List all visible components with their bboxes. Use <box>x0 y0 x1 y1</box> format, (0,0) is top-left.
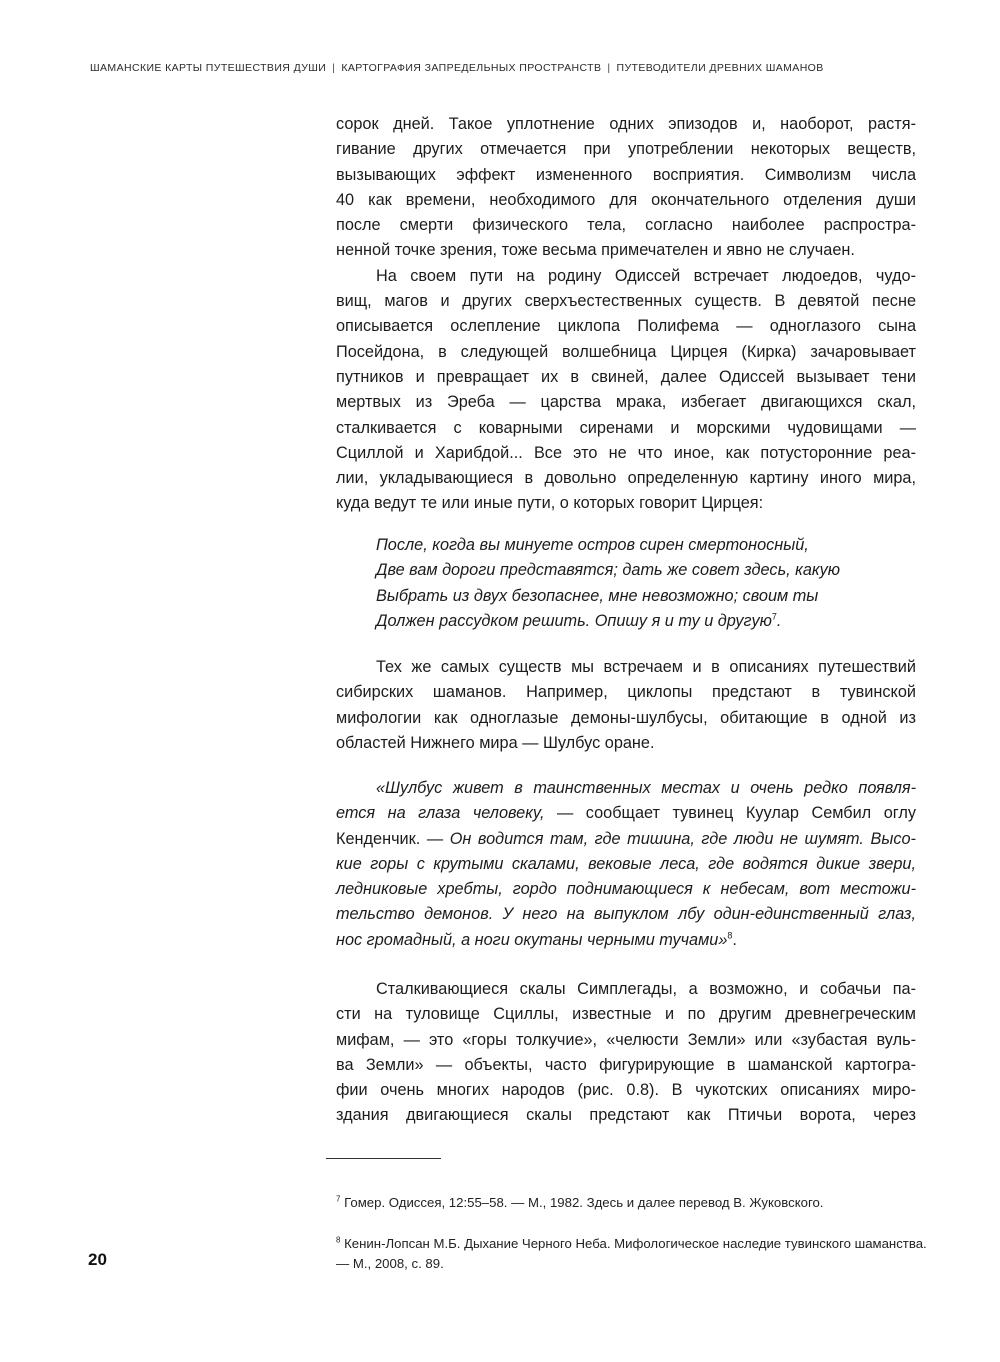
text-line: Посейдона, в следующей волшебница Цирцея (Кирка) зачаровывает <box>336 342 916 361</box>
quote-attribution: — сообщает тувинец Куулар Сембил оглу <box>544 804 916 823</box>
text-line: гивание других отмечается при употреблении некоторых веществ, <box>336 140 916 159</box>
quote-line: кие горы с крутыми скалами, вековые леса, где водятся дикие звери, <box>336 854 916 873</box>
text-line: сти на туловище Сциллы, известные и по другим древнегреческим <box>336 1005 916 1024</box>
footnote-8 <box>336 1234 936 1274</box>
text-line: сибирских шаманов. Например, циклопы предстают в тувинской <box>336 683 916 702</box>
header-part-title: КАРТОГРАФИЯ ЗАПРЕДЕЛЬНЫХ ПРОСТРАНСТВ <box>341 62 602 74</box>
footnote-divider <box>326 1158 441 1159</box>
poem-line: Две вам дороги представятся; дать же совет здесь, какую <box>376 561 840 580</box>
text-line: Тех же самых существ мы встречаем и в описаниях путешествий <box>376 658 916 676</box>
footnote-text: Кенин-Лопсан М.Б. Дыхание Черного Неба. Мифологическое наследие тувинского шаманства. — М., 2008, с. 89. <box>336 1236 927 1271</box>
page-number: 20 <box>88 1250 107 1269</box>
quote-line: тельство демонов. У него на выпуклом лбу один-единственный глаз, <box>336 905 916 924</box>
text-line: областей Нижнего мира — Шулбус оране. <box>336 733 655 752</box>
poem-line: Выбрать из двух безопаснее, мне невозможно; своим ты <box>376 586 819 605</box>
text-line: 40 как времени, необходимого для окончательного отделения души <box>336 190 916 209</box>
running-header <box>90 62 950 74</box>
header-chapter-title: ПУТЕВОДИТЕЛИ ДРЕВНИХ ШАМАНОВ <box>616 62 824 74</box>
text-line: фии очень многих народов (рис. 0.8). В чукотских описаниях миро- <box>336 1081 916 1100</box>
text-line: путников и превращает их в свиней, далее Одиссей вызывает тени <box>336 367 916 386</box>
text-line: сорок дней. Такое уплотнение одних эпизодов и, наоборот, растя- <box>336 115 916 133</box>
footnote-number: 8 <box>336 1235 341 1245</box>
text-line: лии, укладывающиеся в довольно определенную картину иного мира, <box>336 469 916 488</box>
body-text-middle <box>336 655 916 756</box>
quote-fragment: нос громадный, а ноги окутаны черными тучами» <box>336 930 728 949</box>
body-text-bottom <box>336 977 916 1129</box>
text-line: после смерти физического тела, согласно наиболее распростра- <box>336 216 916 235</box>
footnote-ref-8: 8 <box>727 930 733 941</box>
header-separator: | <box>607 62 611 74</box>
header-book-title: ШАМАНСКИЕ КАРТЫ ПУТЕШЕСТВИЯ ДУШИ <box>90 62 327 74</box>
quote-fragment: ется на глаза человеку, <box>336 804 545 823</box>
poem-line-text: Должен рассудком решить. Опишу я и ту и другую <box>376 611 772 630</box>
footnote-number: 7 <box>336 1194 341 1204</box>
text-line: ва Земли» — объекты, часто фигурирующие в шаманской картогра- <box>336 1055 916 1074</box>
text-line: Сталкивающиеся скалы Симплегады, а возможно, и собачьи па- <box>376 980 916 998</box>
text-line: здания двигающиеся скалы предстают как Птичьи ворота, через <box>336 1106 916 1125</box>
footnote-ref-7: 7 <box>771 611 777 622</box>
text-line: вызывающих эффект измененного восприятия. Символизм числа <box>336 165 916 184</box>
text-line: куда ведут те или иные пути, о которых говорит Цирцея: <box>336 494 764 513</box>
poem-line <box>376 609 916 634</box>
text-line: мифологии как одноглазые демоны-шулбусы, обитающие в одной из <box>336 708 916 727</box>
poem-quote <box>376 533 916 634</box>
quote-line <box>336 827 916 852</box>
footnote-7 <box>336 1193 936 1213</box>
text-line: сталкивается с коварными сиренами и морскими чудовищами — <box>336 418 916 437</box>
footnote-text: Гомер. Одиссея, 12:55–58. — М., 1982. Здесь и далее перевод В. Жуковского. <box>344 1195 824 1210</box>
text-line: вищ, магов и других сверхъестественных существ. В девятой песне <box>336 292 916 311</box>
poem-end-period: . <box>776 611 782 630</box>
quote-attribution: Кенденчик. — <box>336 829 450 848</box>
quote-line: ледниковые хребты, гордо поднимающиеся к небесам, вот местожи- <box>336 880 916 899</box>
text-line: На своем пути на родину Одиссей встречает людоедов, чудо- <box>376 266 916 285</box>
text-line: ненной точке зрения, тоже весьма примечателен и явно не случаен. <box>336 241 855 260</box>
quote-line <box>336 928 916 953</box>
text-line: мифам, — это «горы толкучие», «челюсти Земли» или «зубастая вуль- <box>336 1030 916 1049</box>
text-line: Сциллой и Харибдой... Все это не что иное, как потусторонние реа- <box>336 443 916 462</box>
body-text-top <box>336 112 916 517</box>
quote-fragment: Он водится там, где тишина, где люди не шумят. Высо- <box>449 829 916 848</box>
text-line: мертвых из Эреба — царства мрака, избегает двигающихся скал, <box>336 393 916 412</box>
quote-line: «Шулбус живет в таинственных местах и очень редко появля- <box>376 779 916 797</box>
header-separator: | <box>332 62 336 74</box>
quote-line <box>336 801 916 826</box>
text-line: описывается ослепление циклопа Полифема — одноглазого сына <box>336 317 916 336</box>
prose-quote <box>336 776 916 953</box>
poem-line: После, когда вы минуете остров сирен смертоносный, <box>376 536 809 554</box>
quote-end-period: . <box>732 930 737 949</box>
